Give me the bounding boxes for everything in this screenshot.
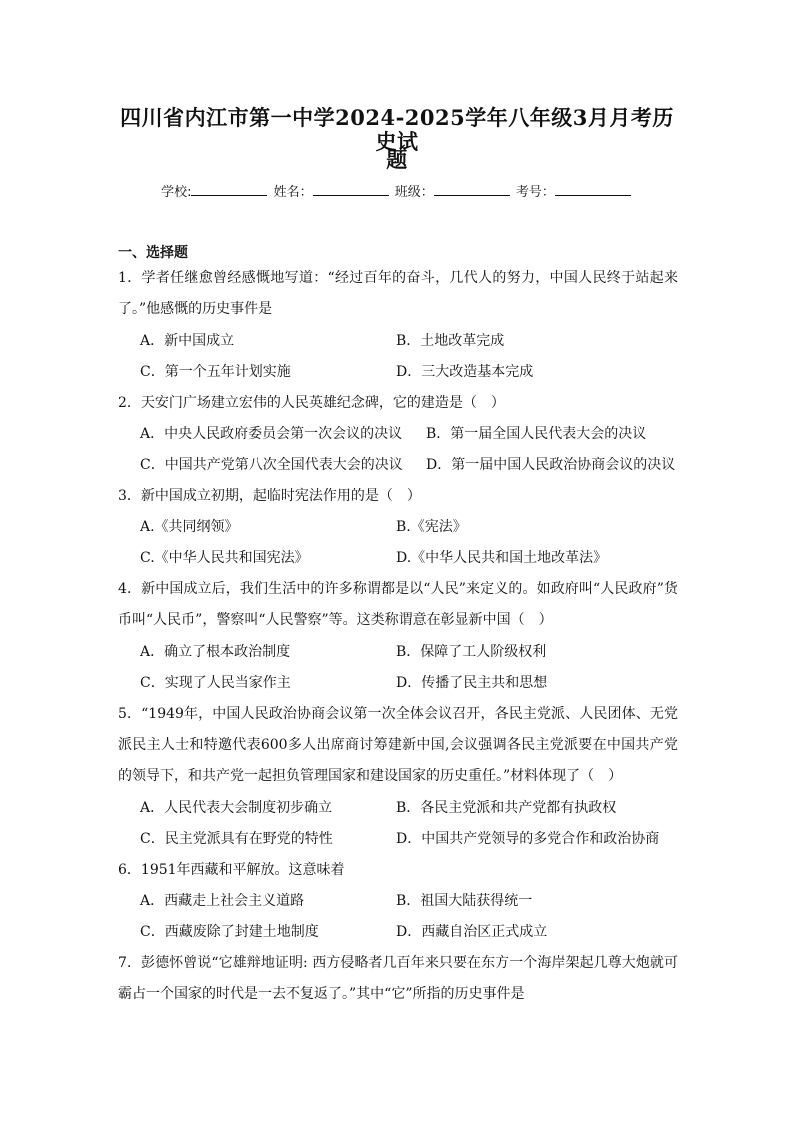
- number-label: 考号：: [515, 185, 555, 200]
- class-label: 班级：: [394, 185, 434, 200]
- question-4-option-a[interactable]: A．确立了根本政治制度: [140, 644, 291, 660]
- question-1-option-b[interactable]: B．土地改革完成: [396, 333, 505, 349]
- class-blank[interactable]: [434, 181, 510, 196]
- question-3-option-d[interactable]: D.《中华人民共和国土地改革法》: [396, 550, 608, 566]
- page-title-line2: 题: [386, 147, 408, 172]
- question-6-option-b[interactable]: B．祖国大陆获得统一: [396, 893, 533, 909]
- question-2-option-a[interactable]: A．中央人民政府委员会第一次会议的决议: [140, 426, 403, 442]
- question-2-option-d[interactable]: D．第一届中国人民政治协商会议的决议: [426, 457, 676, 473]
- question-6-option-d[interactable]: D．西藏自治区正式成立: [396, 924, 548, 940]
- student-info-row: [0, 181, 794, 202]
- question-5-option-c[interactable]: C．民主党派具有在野党的特性: [140, 831, 333, 847]
- question-4-option-c[interactable]: C．实现了人民当家作主: [140, 675, 291, 691]
- question-5-option-a[interactable]: A．人民代表大会制度初步确立: [140, 800, 333, 816]
- question-5-option-d[interactable]: D．中国共产党领导的多党合作和政治协商: [396, 831, 660, 847]
- question-4-option-b[interactable]: B．保障了工人阶级权利: [396, 644, 547, 660]
- question-2-option-b[interactable]: B．第一届全国人民代表大会的决议: [426, 426, 647, 442]
- question-3-option-c[interactable]: C.《中华人民共和国宪法》: [140, 550, 309, 566]
- page-title-line1: 四川省内江市第一中学2024-2025学年八年级3月月考历史试: [120, 105, 674, 154]
- question-3-text: 3．新中国成立初期，起临时宪法作用的是（ ）: [118, 488, 421, 504]
- question-7-text: 7．彭德怀曾说“它雄辩地证明: 西方侵略者几百年来只要在东方一个海岸架起几尊大炮就可霸占一个国家的时代是一去不复返了。”其中“它”所指的历史事件是: [118, 955, 678, 1002]
- question-4-option-d[interactable]: D．传播了民主共和思想: [396, 675, 548, 691]
- school-blank[interactable]: [191, 181, 267, 196]
- question-2-text: 2．天安门广场建立宏伟的人民英雄纪念碑，它的建造是（ ）: [118, 395, 505, 411]
- question-4-text: 4．新中国成立后，我们生活中的许多称谓都是以“人民”来定义的。如政府叫“人民政府”货币叫“人民币”，警察叫“人民警察”等。这类称谓意在彰显新中国（ ）: [118, 581, 678, 628]
- question-6-option-a[interactable]: A．西藏走上社会主义道路: [140, 893, 305, 909]
- question-5-text: 5．“1949年，中国人民政治协商会议第一次全体会议召开，各民主党派、人民团体、无党派民主人士和特邀代表600多人出席商讨筹建新中国,会议强调各民主党派要在中国共产党的领导下，和共产党一起担负管理国家和建设国家的历史重任。”材料体现了（ ）: [118, 706, 678, 784]
- name-label: 姓名：: [273, 185, 313, 200]
- question-1-option-a[interactable]: A．新中国成立: [140, 333, 235, 349]
- section-heading: 一、选择题: [118, 245, 188, 261]
- question-3-option-b[interactable]: B.《宪法》: [396, 519, 467, 535]
- question-1-text: 1．学者任继愈曾经感慨地写道：“经过百年的奋斗，几代人的努力，中国人民终于站起来了。”他感慨的历史事件是: [118, 270, 678, 317]
- school-label: 学校:: [161, 185, 192, 200]
- question-6-option-c[interactable]: C．西藏废除了封建土地制度: [140, 924, 319, 940]
- question-2-option-c[interactable]: C．中国共产党第八次全国代表大会的决议: [140, 457, 403, 473]
- question-1-option-d[interactable]: D．三大改造基本完成: [396, 364, 534, 380]
- question-6-text: 6．1951年西藏和平解放。这意味着: [118, 862, 345, 878]
- name-blank[interactable]: [313, 181, 389, 196]
- question-5-option-b[interactable]: B．各民主党派和共产党都有执政权: [396, 800, 617, 816]
- number-blank[interactable]: [555, 181, 631, 196]
- question-1-option-c[interactable]: C．第一个五年计划实施: [140, 364, 291, 380]
- question-3-option-a[interactable]: A.《共同纲领》: [140, 519, 239, 535]
